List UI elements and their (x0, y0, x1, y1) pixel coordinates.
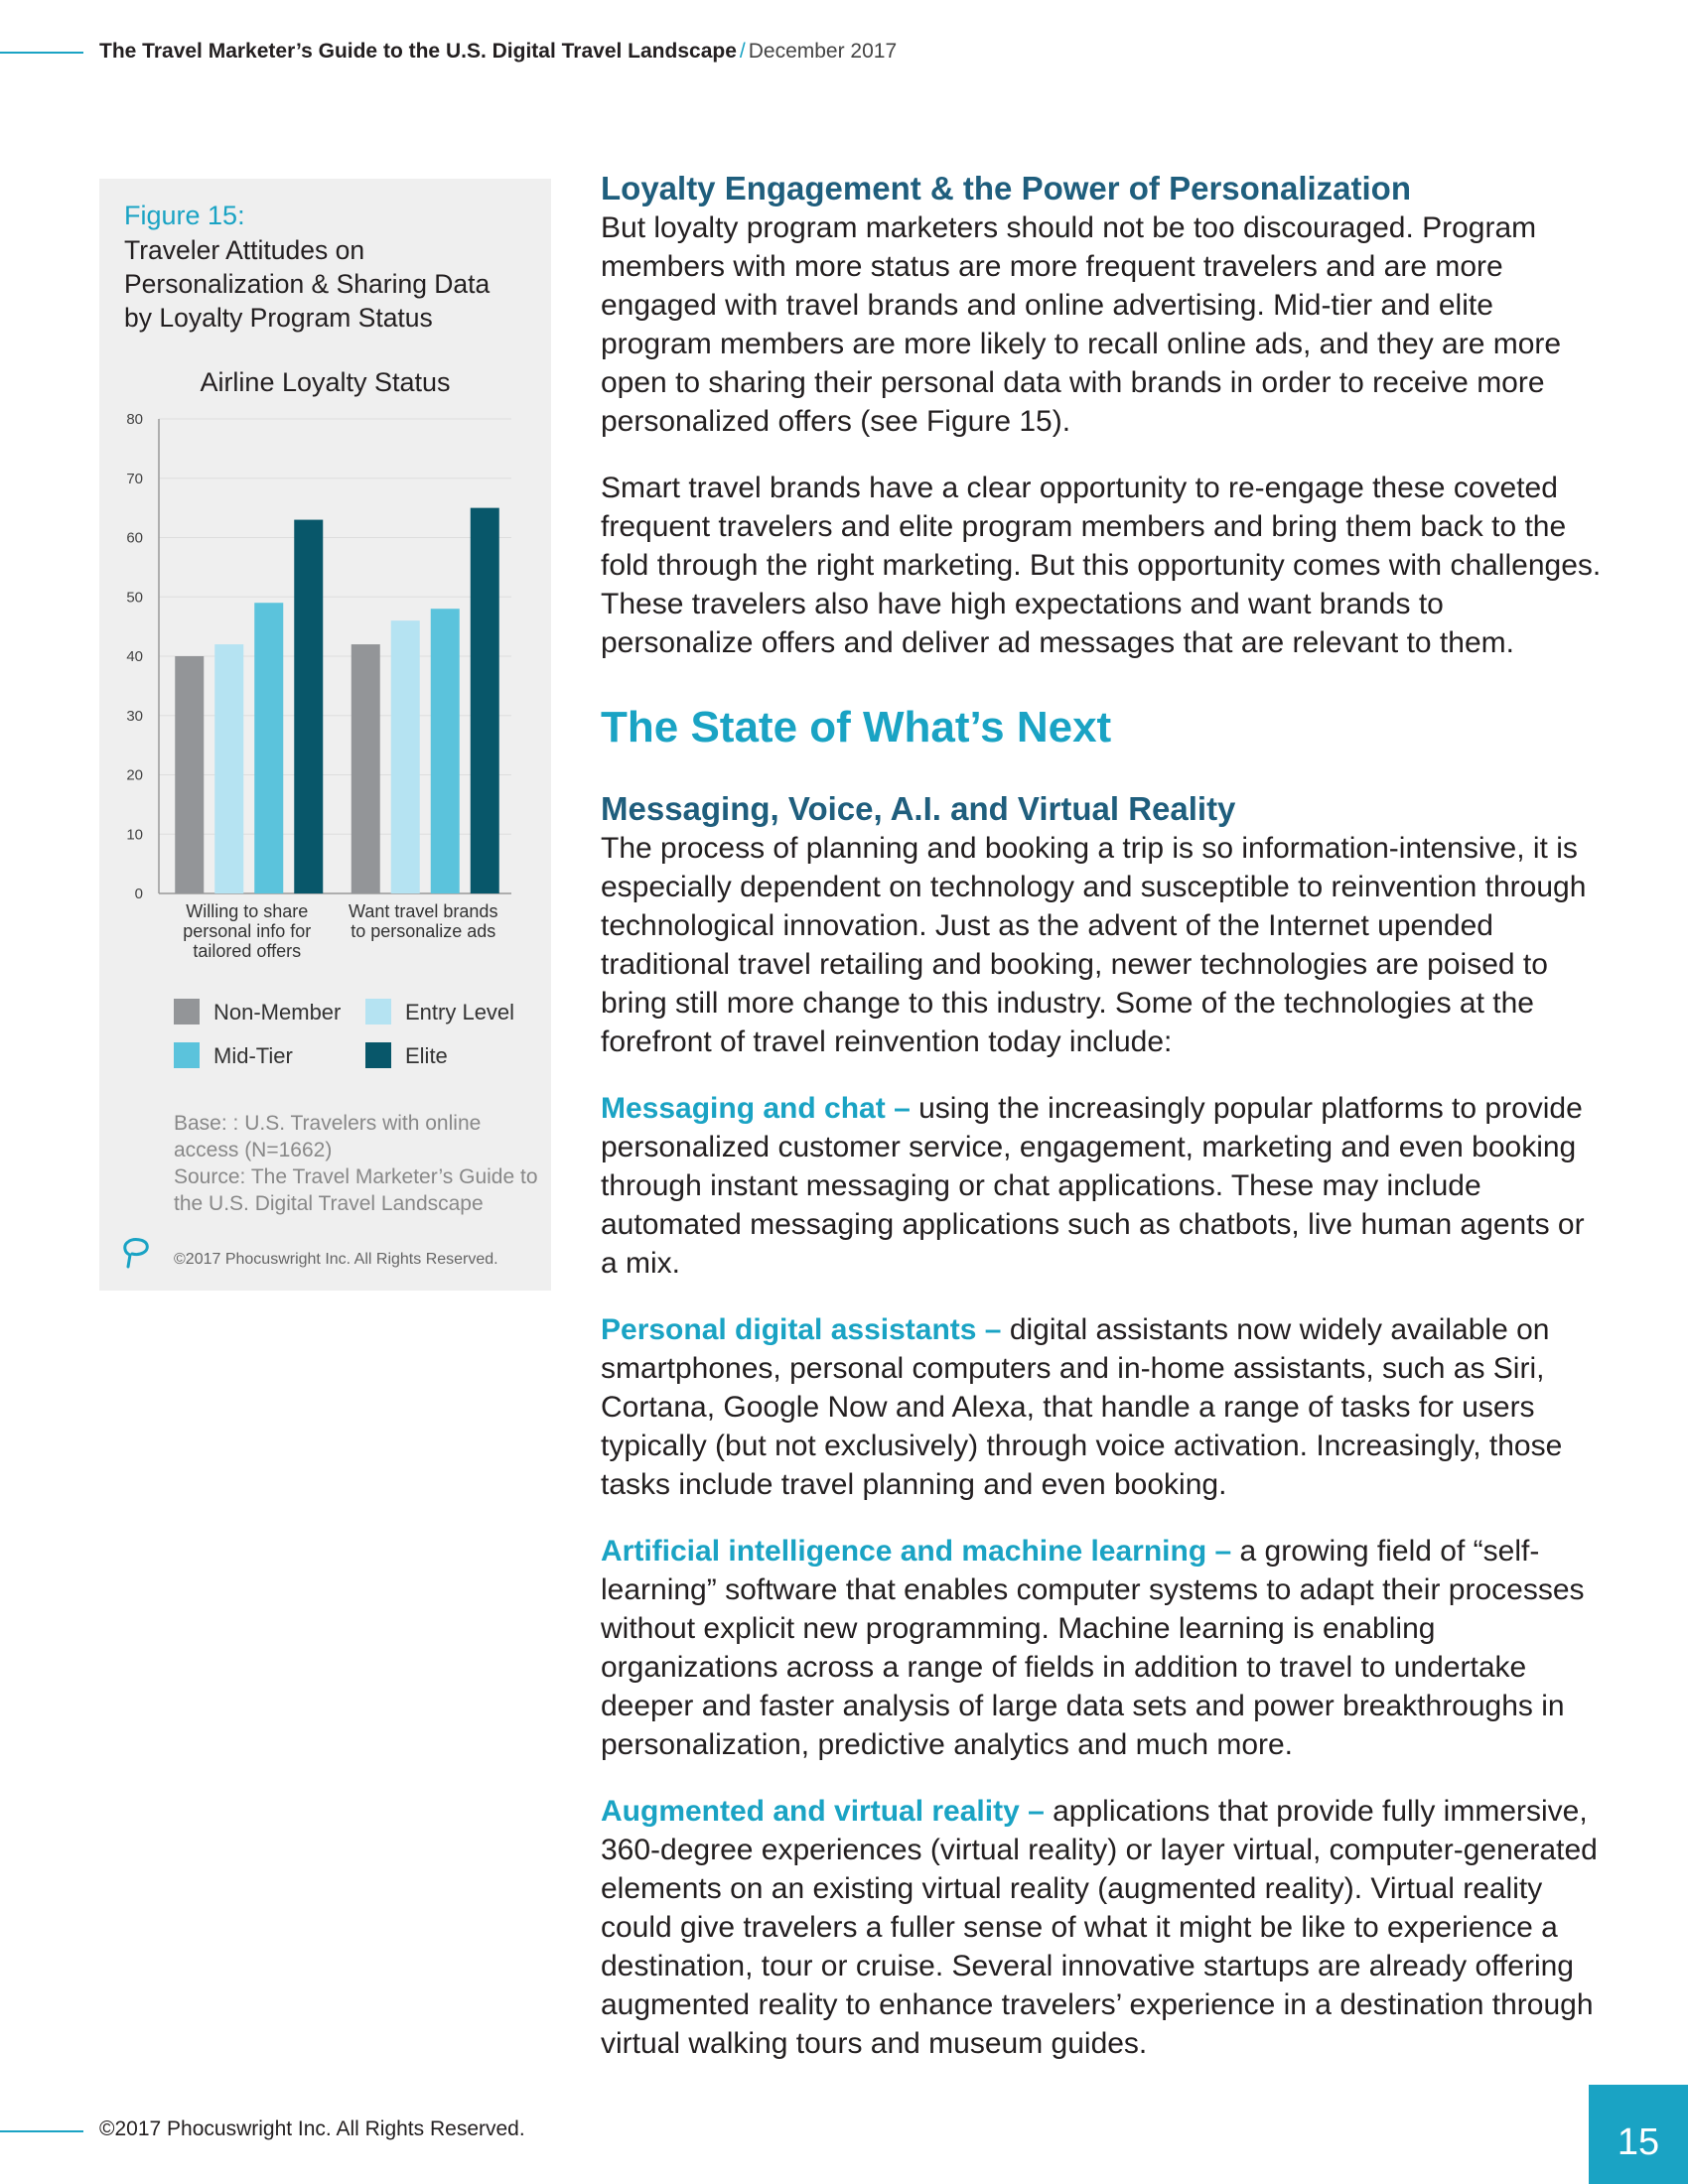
page-number: 15 (1617, 2121, 1660, 2163)
legend-label: Entry Level (405, 1000, 515, 1024)
running-header (99, 40, 897, 64)
loyalty-paragraph-2: Smart travel brands have a clear opportunity to re-engage these coveted frequent travelers and elite program members and bring them back to the fold through the right marketing. But this opportunity comes with challenges. These travelers also have high expectations and want brands to personalize offers and deliver ad messages that are relevant to them. (601, 472, 1602, 659)
bar (391, 620, 420, 893)
bar (254, 603, 283, 893)
sub-heading: Messaging, Voice, A.I. and Virtual Reality (601, 790, 1236, 827)
item-ar-vr (601, 1792, 1604, 2063)
item-messaging (601, 1089, 1604, 1283)
footer-rule (0, 2130, 83, 2132)
y-tick-label: 0 (134, 886, 143, 902)
header-title: The Travel Marketer’s Guide to the U.S. Digital Travel Landscape (99, 40, 737, 63)
figure-label: Figure 15: (124, 201, 245, 230)
item-text: using the increasingly popular platforms to provide personalized customer service, engagement, marketing and even booking through instant messaging or chat applications. These may include automated messaging applications such as chatbots, live human agents or a mix. (601, 1092, 1585, 1280)
bar (471, 508, 499, 893)
y-tick-label: 70 (126, 470, 143, 487)
item-text: a growing field of “self-learning” software that enables computer systems to adapt their processes without explicit new programming. Machine learning is enabling organizations across a range of fields in addition to travel to undertake deeper and faster analysis of large data sets and power breakthroughs in personalization, predictive analytics and much more. (601, 1535, 1585, 1761)
source-note: Source: The Travel Marketer’s Guide to the U.S. Digital Travel Landscape (174, 1165, 538, 1215)
item-lead: Artificial intelligence and machine learning – (601, 1535, 1232, 1568)
phocuswright-logo-icon (121, 1236, 151, 1270)
header-separator: / (739, 40, 746, 63)
item-ai (601, 1532, 1604, 1764)
bar (352, 644, 380, 893)
base-note: Base: : U.S. Travelers with online access (N=1662) (174, 1112, 482, 1161)
bar (294, 520, 323, 893)
y-tick-label: 30 (126, 707, 143, 725)
y-tick-label: 50 (126, 589, 143, 607)
section-heading: The State of What’s Next (601, 703, 1112, 751)
item-lead: Messaging and chat – (601, 1092, 911, 1125)
page-number-box (1589, 2085, 1688, 2184)
header-date: December 2017 (748, 40, 898, 63)
item-digital-assistants (601, 1310, 1604, 1504)
header-rule (0, 52, 83, 54)
legend-swatch (174, 1042, 200, 1068)
y-tick-label: 40 (126, 648, 143, 665)
bar (175, 656, 204, 893)
chart-title: Airline Loyalty Status (200, 367, 451, 397)
x-tick-label: personal info for (183, 921, 312, 941)
legend-swatch (365, 999, 391, 1024)
item-lead: Personal digital assistants – (601, 1313, 1002, 1346)
figure-panel (99, 179, 551, 1291)
legend-label: Elite (405, 1043, 448, 1068)
x-tick-label: Willing to share (186, 901, 309, 921)
figure-copyright: ©2017 Phocuswright Inc. All Rights Reserved. (174, 1251, 498, 1268)
y-tick-label: 10 (126, 826, 143, 844)
bar-chart (99, 407, 551, 1181)
x-tick-label: to personalize ads (351, 921, 496, 941)
main-content (601, 169, 1604, 2063)
figure-title: Traveler Attitudes on Personalization & Sharing Data by Loyalty Program Status (124, 235, 491, 333)
x-tick-label: tailored offers (193, 941, 302, 961)
x-tick-label: Want travel brands (349, 901, 498, 921)
footer-copyright: ©2017 Phocuswright Inc. All Rights Reserved. (99, 2117, 525, 2140)
legend-label: Mid-Tier (213, 1043, 293, 1068)
y-tick-label: 60 (126, 529, 143, 547)
loyalty-heading: Loyalty Engagement & the Power of Personalization (601, 170, 1411, 206)
item-text: applications that provide fully immersive, 360-degree experiences (virtual reality) or layer virtual, computer-generated elements on an existing virtual reality (augmented reality). Virtual reality could give travelers a fuller sense of what it might be like to experience a destination, tour or cruise. Several innovative startups are already offering augmented reality to enhance travelers’ experience in a destination through virtual walking tours and museum guides. (601, 1795, 1598, 2060)
loyalty-paragraph-1: But loyalty program marketers should not be too discouraged. Program members with more status are more frequent travelers and are more engaged with travel brands and online advertising. Mid-tier and elite program members are more likely to recall online ads, and they are more open to sharing their personal data with brands in order to receive more personalized offers (see Figure 15). (601, 211, 1562, 438)
y-tick-label: 80 (126, 411, 143, 428)
legend-swatch (365, 1042, 391, 1068)
y-tick-label: 20 (126, 766, 143, 784)
item-lead: Augmented and virtual reality – (601, 1795, 1045, 1828)
intro-paragraph: The process of planning and booking a trip is so information-intensive, it is especially dependent on technology and susceptible to reinvention through technological innovation. Just as the advent of the Internet upended traditional travel retailing and booking, newer technologies are poised to bring still more change to this industry. Some of the technologies at the forefront of travel reinvention today include: (601, 832, 1587, 1058)
bar (214, 644, 243, 893)
item-text: digital assistants now widely available on smartphones, personal computers and in-home assistants, such as Siri, Cortana, Google Now and Alexa, that handle a range of tasks for users typically (but not exclusively) through voice activation. Increasingly, those tasks include travel planning and even booking. (601, 1313, 1563, 1501)
legend-label: Non-Member (213, 1000, 342, 1024)
bar (431, 609, 460, 893)
legend-swatch (174, 999, 200, 1024)
